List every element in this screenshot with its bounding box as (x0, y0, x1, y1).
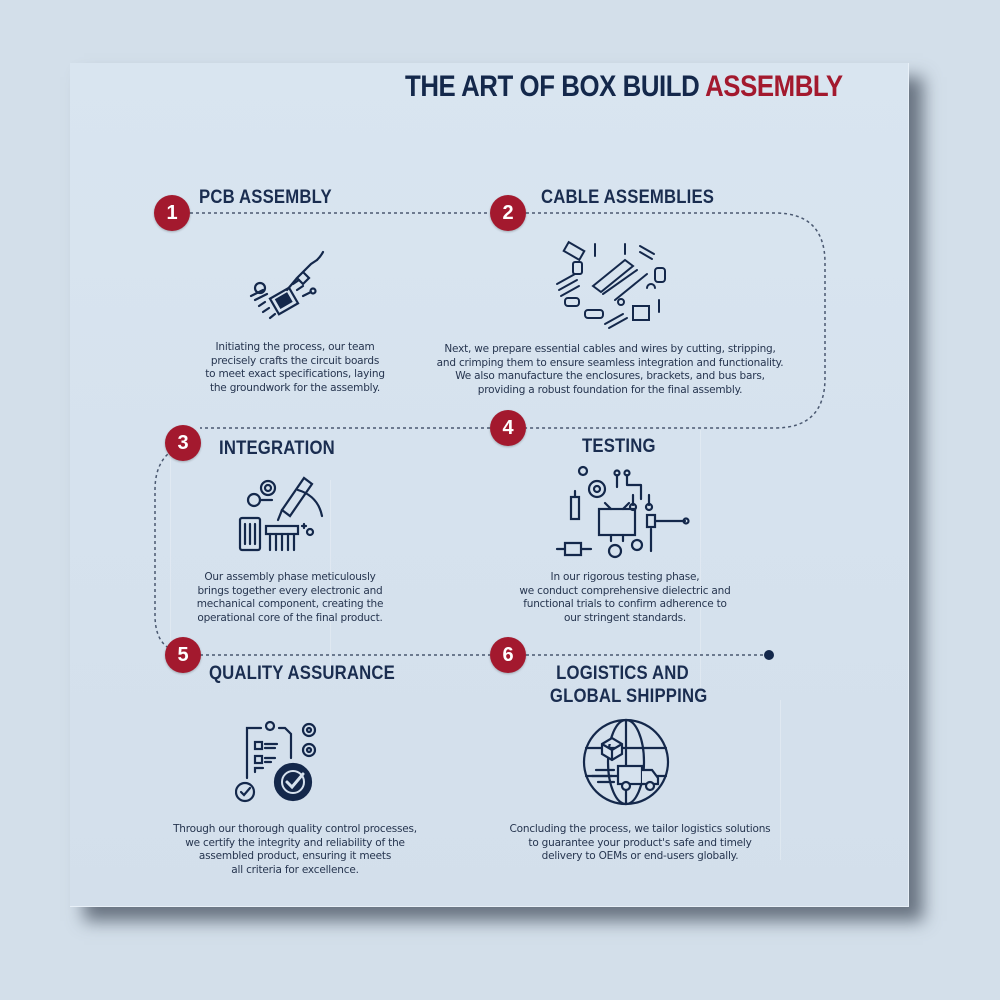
desc-line: our stringent standards. (563, 611, 687, 624)
title-main: THE ART OF BOX BUILD (405, 70, 700, 103)
desc-line: operational core of the final product. (197, 611, 383, 624)
bg-circuit-line (700, 430, 701, 690)
globe-truck-icon (582, 718, 670, 806)
step-3-badge: 3 (165, 425, 201, 461)
step-6-title-line2: GLOBAL SHIPPING (549, 686, 708, 707)
step-2-title: CABLE ASSEMBLIES (541, 187, 715, 208)
desc-line: delivery to OEMs or end-users globally. (541, 850, 739, 862)
desc-line: Next, we prepare essential cables and wires by cutting, stripping, (444, 343, 776, 355)
desc-line: mechanical component, creating the (196, 598, 384, 610)
cables-tools-icon (555, 240, 670, 330)
step-4-title: TESTING (582, 436, 656, 457)
desc-line: the groundwork for the assembly. (209, 381, 381, 394)
desc-line: we conduct comprehensive dielectric and (519, 584, 731, 597)
desc-line: and crimping them to ensure seamless integration and functionality. (436, 356, 784, 369)
desc-line: Through our thorough quality control processes, (173, 823, 417, 835)
step-6-title-line1: LOGISTICS AND (556, 663, 689, 684)
checklist-gear-check-icon (235, 720, 325, 805)
desc-line: all criteria for excellence. (231, 863, 359, 876)
step-4-description (490, 571, 760, 625)
desc-line: to meet exact specifications, laying (205, 368, 385, 380)
step-6-description (480, 823, 800, 864)
desc-line: precisely crafts the circuit boards (210, 354, 380, 367)
desc-line: Initiating the process, our team (215, 341, 375, 353)
step-4-badge: 4 (490, 410, 526, 446)
desc-line: assembled product, ensuring it meets (198, 850, 392, 862)
desc-line: functional trials to confirm adherence to (523, 598, 727, 610)
desc-line: Our assembly phase meticulously (204, 571, 376, 583)
step-3-title: INTEGRATION (219, 438, 335, 459)
bg-circuit-line (170, 440, 171, 660)
monitor-gears-test-icon (555, 465, 690, 560)
desc-line: Concluding the process, we tailor logistics solutions (509, 823, 771, 835)
desc-line: to guarantee your product's safe and timely (528, 836, 752, 849)
title-accent: ASSEMBLY (705, 70, 843, 103)
desc-line: providing a robust foundation for the final assembly. (477, 383, 743, 396)
path-end-dot (764, 650, 774, 660)
step-2-badge: 2 (490, 195, 526, 231)
desc-line: brings together every electronic and (197, 584, 383, 597)
step-1-title: PCB ASSEMBLY (199, 187, 332, 208)
soldering-iron-chip-icon (245, 250, 325, 325)
page-title (405, 70, 843, 104)
step-5-description (145, 823, 445, 877)
hand-tool-circuit-icon (238, 470, 330, 558)
desc-line: In our rigorous testing phase, (550, 571, 700, 583)
step-2-description (400, 343, 820, 397)
step-6-badge: 6 (490, 637, 526, 673)
step-6-title (549, 662, 708, 708)
step-1-badge: 1 (154, 195, 190, 231)
step-3-description (180, 571, 400, 625)
desc-line: We also manufacture the enclosures, brackets, and bus bars, (455, 370, 765, 382)
infographic-card (70, 63, 909, 907)
step-1-description (175, 341, 415, 395)
step-5-badge: 5 (165, 637, 201, 673)
step-5-title: QUALITY ASSURANCE (209, 663, 396, 684)
desc-line: we certify the integrity and reliability of the (185, 836, 405, 849)
